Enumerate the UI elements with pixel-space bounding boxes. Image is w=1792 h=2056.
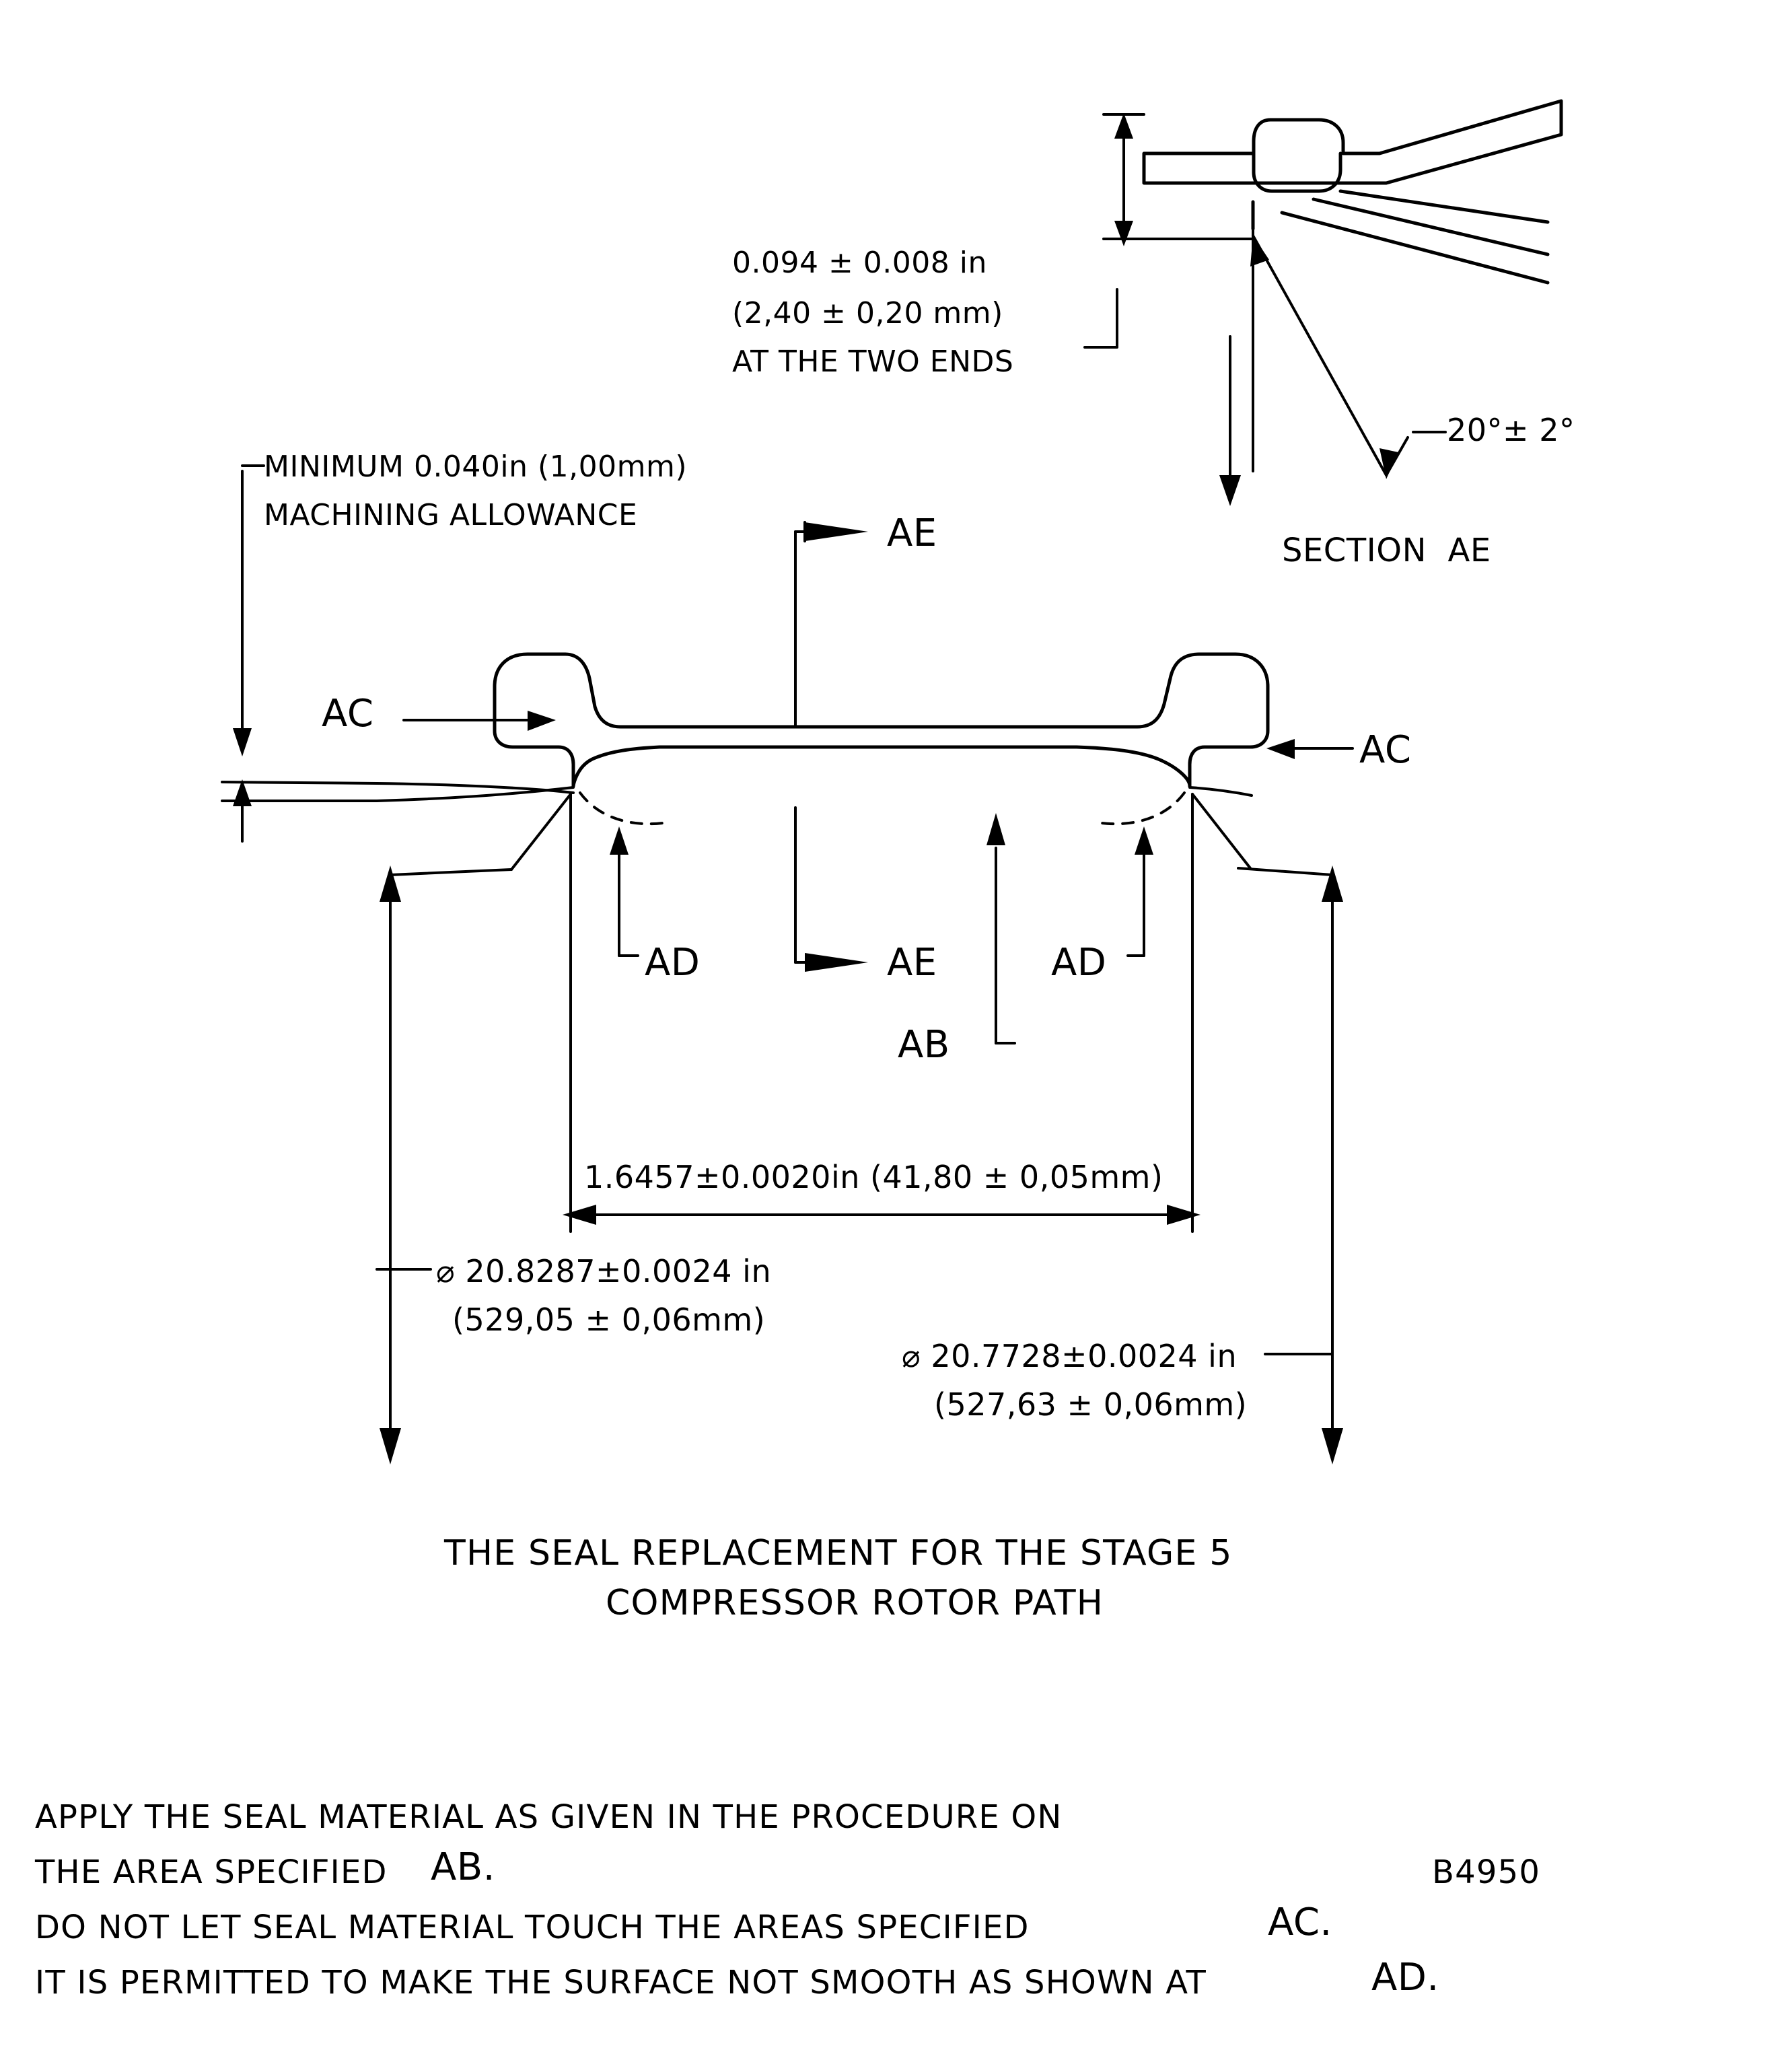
datum-label-ae-bottom: AE (887, 941, 937, 985)
note-line-2-text: THE AREA SPECIFIED (35, 1853, 388, 1891)
end-thickness-dim-line3: AT THE TWO ENDS (732, 345, 1014, 379)
datum-label-ae-top: AE (887, 511, 937, 555)
machining-allowance-line1: MINIMUM 0.040in (1,00mm) (264, 450, 688, 484)
datum-label-ad-left: AD (645, 941, 701, 985)
main-view-annotations (233, 466, 1353, 1464)
outer-diameter-line1: ⌀ 20.8287±0.0024 in (436, 1253, 772, 1289)
note-line-2-datum: AB. (431, 1845, 496, 1889)
section-ae-title: SECTION AE (1282, 532, 1491, 569)
width-dimension: 1.6457±0.0020in (41,80 ± 0,05mm) (584, 1159, 1163, 1195)
datum-label-ac-left: AC (322, 692, 374, 736)
outer-diameter-line2: (529,05 ± 0,06mm) (452, 1302, 766, 1338)
seal-cross-section-profile (222, 654, 1268, 824)
machining-allowance-line2: MACHINING ALLOWANCE (264, 498, 638, 532)
end-thickness-dim-line1: 0.094 ± 0.008 in (732, 246, 987, 280)
note-line-1: APPLY THE SEAL MATERIAL AS GIVEN IN THE PROCEDURE ON (35, 1798, 1063, 1836)
drawing-title-line2: COMPRESSOR ROTOR PATH (606, 1583, 1104, 1623)
note-line-3-datum: AC. (1268, 1901, 1332, 1944)
taper-angle-dim: 20°± 2° (1447, 412, 1575, 448)
end-thickness-dim-line2: (2,40 ± 0,20 mm) (732, 296, 1003, 330)
note-line-4-text: IT IS PERMITTED TO MAKE THE SURFACE NOT SMOOTH AS SHOWN AT (35, 1964, 1207, 2001)
datum-label-ab: AB (898, 1023, 950, 1067)
datum-label-ac-right: AC (1359, 728, 1412, 772)
datum-label-ad-right: AD (1051, 941, 1107, 985)
inner-diameter-line1: ⌀ 20.7728±0.0024 in (902, 1338, 1238, 1374)
drawing-title-line1: THE SEAL REPLACEMENT FOR THE STAGE 5 (444, 1533, 1233, 1573)
figure-id: B4950 (1432, 1853, 1541, 1891)
inner-diameter-line2: (527,63 ± 0,06mm) (934, 1386, 1248, 1423)
note-line-3-text: DO NOT LET SEAL MATERIAL TOUCH THE AREAS SPECIFIED (35, 1909, 1030, 1946)
note-line-4-datum: AD. (1371, 1956, 1439, 1999)
